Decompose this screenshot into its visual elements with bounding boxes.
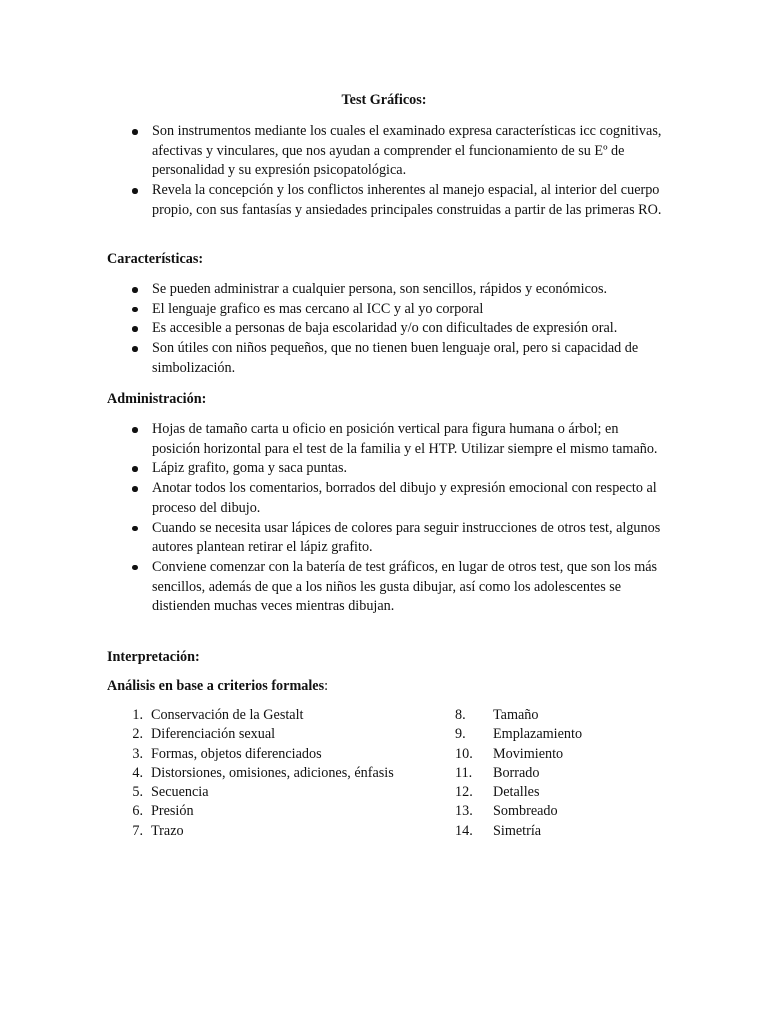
intro-bullet-list: [107, 122, 667, 221]
list-item: Es accesible a personas de baja escolaridad y/o con dificultades de expresión oral.: [107, 319, 667, 339]
document-title: Test Gráficos:: [341, 92, 427, 108]
list-item: 6. Presión: [132, 803, 194, 820]
subheading-analisis: Análisis en base a criterios formales:: [107, 678, 329, 694]
list-item: 7. Trazo: [132, 822, 184, 839]
section-heading-interpretacion: Interpretación:: [107, 649, 200, 665]
list-item: Anotar todos los comentarios, borrados del dibujo y expresión emocional con respecto al proceso del dibujo.: [107, 479, 667, 518]
list-item: 2. Diferenciación sexual: [132, 726, 276, 743]
section-heading-caracteristicas: Características:: [107, 251, 204, 267]
criteria-list-left: [107, 706, 394, 841]
section-heading-administracion: Administración:: [107, 391, 207, 407]
list-item: 13. Sombreado: [455, 803, 558, 820]
list-item: 10. Movimiento: [455, 745, 564, 762]
caracteristicas-bullet-list: [107, 280, 667, 379]
administracion-bullet-list: [107, 420, 667, 617]
list-item: Conviene comenzar con la batería de test gráficos, en lugar de otros test, que son los más sencillos, además de que a los niños les gusta dibujar, así como los adolescentes se distienden muchas veces mientras dibujan.: [107, 558, 667, 617]
list-item: Cuando se necesita usar lápices de colores para seguir instrucciones de otros test, algunos autores plantean retirar el lápiz grafito.: [107, 519, 667, 558]
list-item: 8. Tamaño: [455, 707, 539, 723]
bullet-icon: [132, 526, 138, 532]
bullet-icon: [132, 565, 138, 571]
list-item: 1. Conservación de la Gestalt: [132, 707, 304, 723]
criteria-list-right: [440, 706, 582, 841]
list-item: Hojas de tamaño carta u oficio en posición vertical para figura humana o árbol; en posición horizontal para el test de la familia y el HTP. Utilizar siempre el mismo tamaño.: [107, 420, 667, 459]
list-item: Son instrumentos mediante los cuales el examinado expresa características icc cognitivas, afectivas y vinculares, que nos ayudan a comprender el funcionamiento de su Eº de personalidad y su expresión psicopatológica.: [107, 122, 667, 181]
bullet-icon: [132, 188, 138, 194]
bullet-icon: [132, 129, 138, 135]
bullet-icon: [132, 486, 138, 492]
list-item: 4. Distorsiones, omisiones, adiciones, énfasis: [132, 764, 394, 781]
bullet-icon: [132, 427, 138, 433]
list-item: Son útiles con niños pequeños, que no tienen buen lenguaje oral, pero si capacidad de simbolización.: [107, 339, 667, 378]
list-item: 11. Borrado: [455, 764, 540, 781]
list-item: El lenguaje grafico es mas cercano al ICC y al yo corporal: [107, 300, 667, 320]
list-item: 12. Detalles: [455, 784, 540, 801]
bullet-icon: [132, 466, 138, 472]
list-item: Se pueden administrar a cualquier persona, son sencillos, rápidos y económicos.: [107, 280, 667, 300]
list-item: Revela la concepción y los conflictos inherentes al manejo espacial, al interior del cuerpo propio, con sus fantasías y ansiedades principales construidas a partir de las primeras RO.: [107, 181, 667, 220]
list-item: 3. Formas, objetos diferenciados: [132, 745, 322, 762]
list-item: 14. Simetría: [455, 822, 542, 839]
list-item: Lápiz grafito, goma y saca puntas.: [107, 459, 667, 479]
bullet-icon: [132, 287, 138, 293]
list-item: 5. Secuencia: [132, 784, 209, 801]
list-item: 9. Emplazamiento: [455, 726, 583, 743]
bullet-icon: [132, 326, 138, 332]
bullet-icon: [132, 346, 138, 352]
bullet-icon: [132, 307, 138, 313]
